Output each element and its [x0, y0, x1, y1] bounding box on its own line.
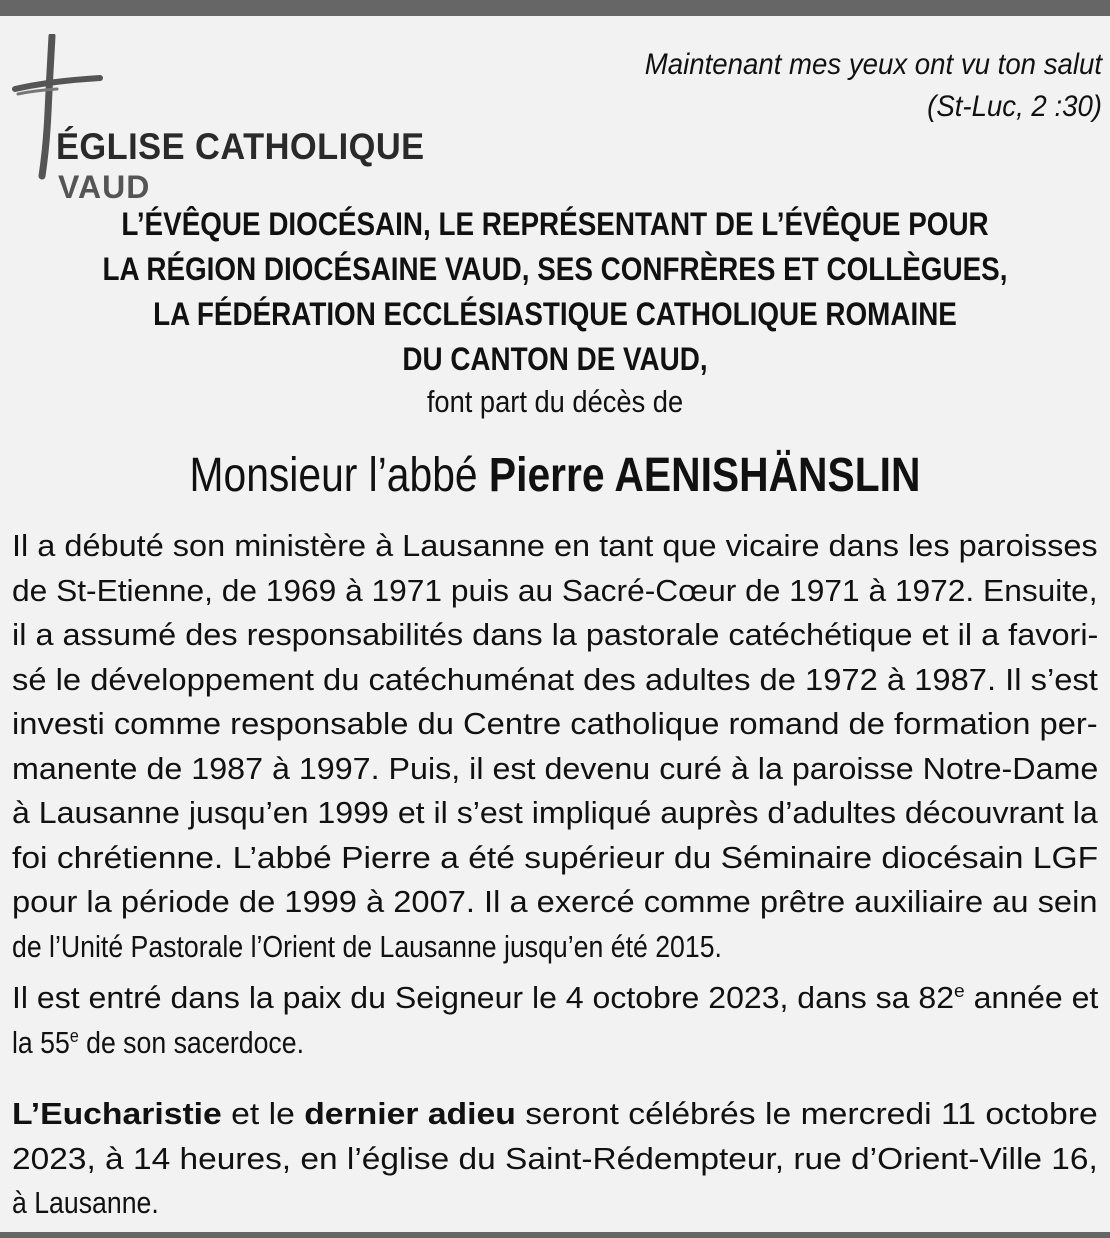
bottom-rule: [0, 1232, 1110, 1238]
death-text-end: année et: [964, 980, 1099, 1015]
funeral-paragraph: [12, 1092, 1098, 1226]
name-prefix: Monsieur l’abbé: [189, 449, 478, 502]
funeral-text: seront célébrés le mercredi 11 octobre: [515, 1096, 1098, 1131]
death-paragraph: [12, 976, 1098, 1065]
paragraph-line: à Lausanne.: [12, 1185, 159, 1220]
paragraph-line: sé le développement du catéchuménat des adultes de 1972 à 1987. Il s’est: [12, 661, 1098, 697]
paragraph-line: Il a débuté son ministère à Lausanne en tant que vicaire dans les paroisses: [12, 528, 1098, 563]
paragraph-line: foi chrétienne. L’abbé Pierre a été supérieur du Séminaire diocésain LGF: [12, 839, 1099, 875]
header-line: L’ÉVÊQUE DIOCÉSAIN, LE REPRÉSENTANT DE L’ÉVÊQUE POUR: [121, 206, 989, 242]
paragraph-line: 2023, à 14 heures, en l’église du Saint-Rédempteur, rue d’Orient-Ville 16,: [12, 1140, 1098, 1176]
name-full: Pierre AENISHÄNSLIN: [488, 449, 921, 502]
header-line: DU CANTON DE VAUD,: [402, 341, 708, 377]
logo: [12, 34, 432, 205]
logo-text-main: ÉGLISE CATHOLIQUE: [56, 126, 425, 167]
paragraph-line: de l’Unité Pastorale l’Orient de Lausanne jusqu’en été 2015.: [12, 928, 722, 964]
top-rule: [0, 0, 1110, 16]
paragraph-line: à Lausanne jusqu’en 1999 et il s’est impliqué auprès d’adultes découvrant la: [12, 795, 1098, 830]
quote-text: Maintenant mes yeux ont vu ton salut: [644, 48, 1102, 81]
header-line: LA FÉDÉRATION ECCLÉSIASTIQUE CATHOLIQUE ROMAINE: [153, 296, 957, 332]
priesthood-text: la 55: [12, 1024, 70, 1060]
paragraph-line: [12, 1021, 946, 1066]
announcement-lead: font part du décès de: [426, 384, 684, 419]
funeral-text: et le: [221, 1096, 305, 1131]
deceased-name: [83, 448, 1027, 503]
logo-text-sub: VAUD: [58, 169, 151, 205]
ordinal-suffix: e: [954, 979, 965, 1001]
paragraph-line: [12, 1092, 1110, 1137]
farewell-label: dernier adieu: [304, 1096, 516, 1131]
priesthood-text-end: de son sacerdoce.: [78, 1024, 304, 1060]
scripture-quote: [587, 44, 1102, 128]
paragraph-line: [12, 976, 1110, 1021]
header-line: LA RÉGION DIOCÉSAINE VAUD, SES CONFRÈRES ET COLLÈGUES,: [102, 251, 1008, 287]
quote-reference: (St-Luc, 2 :30): [927, 90, 1102, 123]
paragraph-line: investi comme responsable du Centre catholique romand de formation per-: [12, 706, 1098, 741]
paragraph-line: pour la période de 1999 à 2007. Il a exercé comme prêtre auxiliaire au sein: [12, 884, 1098, 919]
ordinal-suffix: e: [69, 1024, 79, 1046]
eucharist-label: L’Eucharistie: [12, 1096, 222, 1131]
announcing-parties: [72, 202, 1038, 382]
biography-paragraph: [12, 524, 1098, 969]
paragraph-line: manente de 1987 à 1997. Puis, il est devenu curé à la paroisse Notre-Dame: [12, 750, 1099, 786]
death-text: Il est entré dans la paix du Seigneur le 4 octobre 2023, dans sa 82: [12, 980, 955, 1015]
paragraph-line: il a assumé des responsabilités dans la pastorale catéchétique et il a favori-: [12, 617, 1099, 652]
paragraph-line: de St-Etienne, de 1969 à 1971 puis au Sacré-Cœur de 1971 à 1972. Ensuite,: [12, 572, 1098, 608]
